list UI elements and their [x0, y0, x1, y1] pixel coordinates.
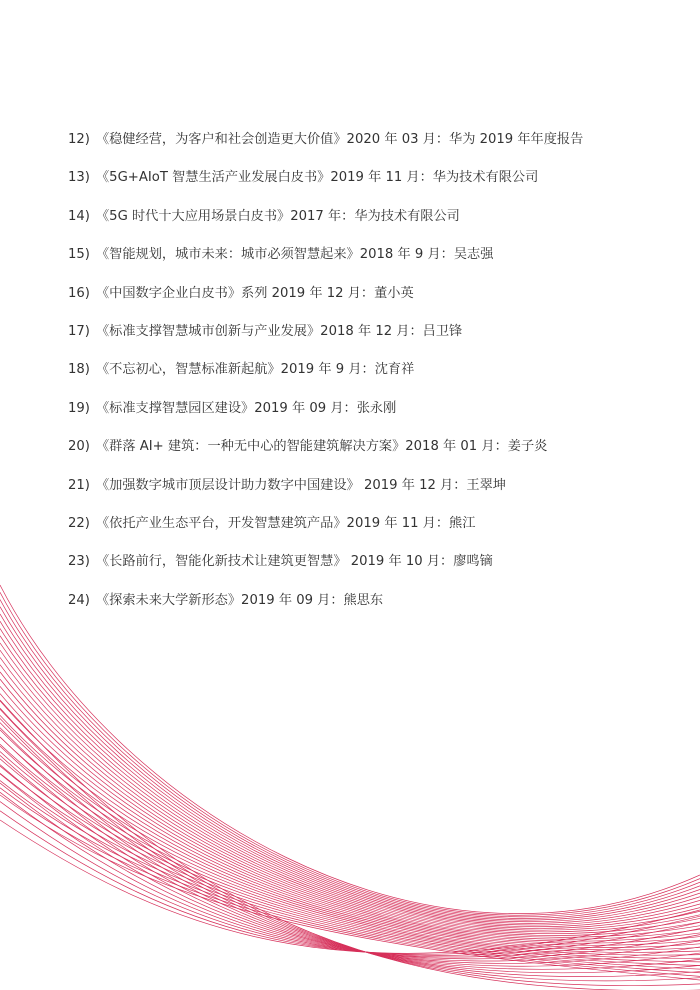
- wave-line: [0, 781, 700, 973]
- wave-line: [0, 643, 700, 927]
- reference-number: 12): [68, 132, 90, 147]
- reference-item: [68, 589, 583, 627]
- wave-line: [0, 795, 700, 980]
- wave-line: [0, 636, 700, 925]
- wave-line: [0, 820, 700, 953]
- reference-text: 《依托产业生态平台，开发智慧建筑产品》2019 年 11 月：熊江: [96, 515, 476, 531]
- reference-number: 15): [68, 247, 90, 263]
- wave-line: [0, 737, 700, 952]
- reference-text: 《标准支撑智慧园区建设》2019 年 09 月：张永刚: [96, 400, 397, 416]
- reference-text: 《群落 AI+ 建筑：一种无中心的智能建筑解决方案》2018 年 01 月：姜子炎: [96, 439, 548, 455]
- wave-line: [0, 694, 700, 940]
- wave-line: [0, 701, 700, 941]
- wave-line: [0, 773, 700, 969]
- reference-item: [68, 282, 583, 320]
- reference-item: [68, 512, 583, 550]
- reference-item: [68, 243, 583, 281]
- wave-line: [0, 709, 700, 985]
- reference-text: 《加强数字城市顶层设计助力数字中国建设》 2019 年 12 月：王翠坤: [96, 477, 506, 493]
- wave-line: [0, 728, 700, 977]
- reference-item: [68, 550, 583, 588]
- wave-line: [0, 686, 700, 937]
- wave-line: [0, 774, 700, 961]
- reference-number: 13): [68, 170, 90, 186]
- wave-line: [0, 730, 700, 950]
- reference-number: 17): [68, 323, 90, 339]
- reference-text: 《标准支撑智慧城市创新与产业发展》2018 年 12 月：吕卫锋: [96, 323, 463, 339]
- wave-line: [0, 788, 700, 977]
- wave-line: [0, 592, 700, 915]
- reference-item: [68, 166, 583, 204]
- wave-line: [0, 783, 700, 959]
- wave-line: [0, 715, 700, 945]
- wave-line: [0, 792, 700, 957]
- wave-line: [0, 737, 700, 973]
- reference-item: [68, 397, 583, 435]
- wave-line: [0, 614, 700, 920]
- reference-number: 24): [68, 592, 90, 608]
- reference-number: 16): [68, 285, 90, 301]
- reference-item: [68, 358, 583, 396]
- reference-item: [68, 128, 583, 166]
- wave-line: [0, 802, 700, 956]
- reference-text: 《探索未来大学新形态》2019 年 09 月：熊思东: [96, 592, 384, 608]
- reference-text: 《稳健经营，为客户和社会创造更大价值》2020 年 03 月：华为 2019 年年度报告: [96, 132, 584, 147]
- wave-line: [0, 708, 700, 943]
- reference-item: [68, 435, 583, 473]
- wave-line: [0, 755, 700, 966]
- reference-item: [68, 320, 583, 358]
- wave-line: [0, 665, 700, 932]
- reference-text: 《5G 时代十大应用场景白皮书》2017 年：华为技术有限公司: [96, 208, 460, 224]
- wave-line: [0, 759, 700, 962]
- reference-number: 22): [68, 515, 90, 531]
- reference-item: [68, 205, 583, 243]
- reference-text: 《5G+AIoT 智慧生活产业发展白皮书》2019 年 11 月：华为技术有限公司: [96, 170, 539, 186]
- wave-line: [0, 679, 700, 935]
- wave-line: [0, 718, 700, 980]
- wave-line: [0, 599, 700, 916]
- reference-number: 14): [68, 208, 90, 224]
- wave-line: [0, 607, 700, 919]
- reference-text: 《中国数字企业白皮书》系列 2019 年 12 月：董小英: [96, 285, 414, 301]
- reference-number: 18): [68, 362, 90, 378]
- reference-number: 21): [68, 477, 90, 493]
- wave-line: [0, 585, 700, 914]
- reference-item: [68, 474, 583, 512]
- wave-line: [0, 628, 700, 923]
- wave-line: [0, 752, 700, 959]
- wave-line: [0, 657, 700, 930]
- wave-line: [0, 621, 700, 922]
- reference-text: 《不忘初心，智慧标准新起航》2019 年 9 月：沈育祥: [96, 362, 415, 378]
- wave-line: [0, 744, 700, 955]
- reference-list: [68, 128, 583, 627]
- wave-line: [0, 811, 700, 955]
- wave-line: [0, 765, 700, 964]
- reference-number: 23): [68, 554, 90, 570]
- reference-text: 《智能规划，城市未来：城市必须智慧起来》2018 年 9 月：吴志强: [96, 247, 494, 263]
- reference-number: 19): [68, 400, 90, 416]
- wave-line: [0, 650, 700, 928]
- wave-line: [0, 700, 700, 990]
- reference-text: 《长路前行，智能化新技术让建筑更智慧》 2019 年 10 月：廖鸣镝: [96, 554, 493, 570]
- wave-line: [0, 746, 700, 969]
- wave-line: [0, 723, 700, 948]
- wave-line: [0, 672, 700, 934]
- wave-line: [0, 766, 700, 965]
- reference-number: 20): [68, 439, 90, 455]
